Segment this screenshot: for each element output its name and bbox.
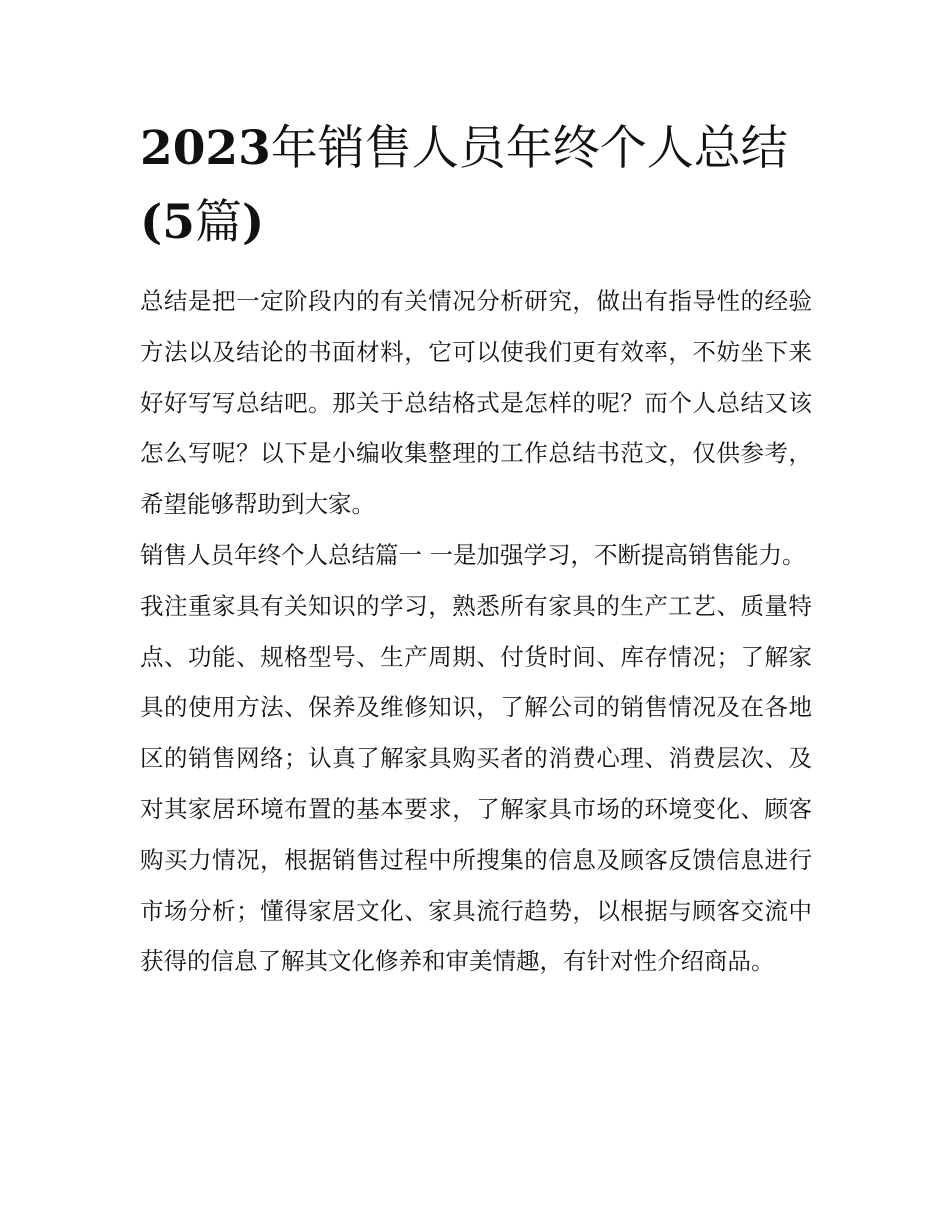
paragraph-learning: 我注重家具有关知识的学习，熟悉所有家具的生产工艺、质量特点、功能、规格型号、生产周期、付货时间、库存情况；了解家具的使用方法、保养及维修知识，了解公司的销售情况及在各地区的销售网络；认真了解家具购买者的消费心理、消费层次、及对其家居环境布置的基本要求，了解家具市场的环境变化、顾客购买力情况，根据销售过程中所搜集的信息及顾客反馈信息进行市场分析；懂得家居文化、家具流行趋势，以根据与顾客交流中获得的信息了解其文化修养和审美情趣，有针对性介绍商品。 [140,591,812,976]
title-count-word: 篇 [194,195,242,250]
document-body [140,276,812,987]
paragraph-intro: 总结是把一定阶段内的有关情况分析研究，做出有指导性的经验方法以及结论的书面材料，它可以使我们更有效率，不妨坐下来好好写写总结吧。那关于总结格式是怎样的呢？而个人总结又该怎么写呢？以下是小编收集整理的工作总结书范文，仅供参考，希望能够帮助到大家。 [140,287,812,519]
paragraph-section-heading: 销售人员年终个人总结篇一 一是加强学习，不断提高销售能力。 [140,540,806,569]
title-text: 年销售人员年终个人总结 [270,121,788,176]
title-year: 2023 [140,121,271,176]
page-title [140,112,820,260]
title-count-close: ) [241,195,265,250]
title-count-open: (5 [140,195,195,250]
